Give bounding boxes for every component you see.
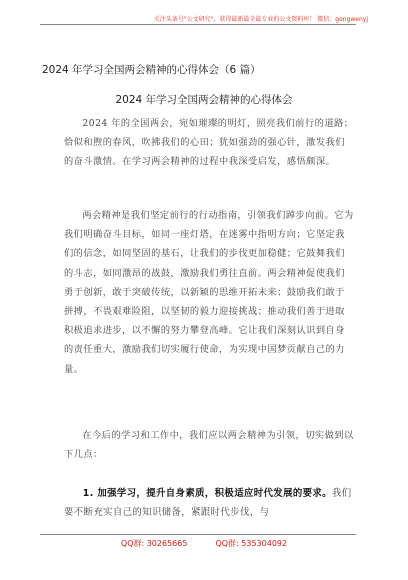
- point-1: [64, 484, 354, 522]
- footer-contacts: [0, 538, 408, 549]
- paragraph-1: 2024 年的全国两会，宛如璀璨的明灯，照亮我们前行的道路；恰似和煦的春风，吹拂我们的心田；犹如强劲的强心针，激发我们的奋斗激情。在学习两会精神的过程中我深受启发，感悟颇深。: [64, 118, 354, 168]
- footer-qq-group-2: QQ群: 535304092: [215, 539, 288, 548]
- footer-qq-group-1: QQ群: 30265665: [120, 539, 188, 548]
- document-title: 2024 年学习全国两会精神的心得体会（6 篇）: [42, 64, 261, 76]
- header-banner: 关注头条号"公文研究"，获得最新最全最专业的公文资料库！ 微信：gongwenyj: [153, 16, 368, 23]
- header-divider: [40, 24, 356, 25]
- paragraph-3: 在今后的学习和工作中，我们应以两会精神为引领，切实做到以下几点：: [64, 430, 354, 461]
- point-1-body: 我们要不断充实自己的知识储备，紧跟时代步伐，与: [64, 488, 352, 519]
- point-1-heading: 1. 加强学习，提升自身素质，积极适应时代发展的要求。: [82, 488, 332, 499]
- section-title: 2024 年学习全国两会精神的心得体会: [115, 94, 293, 106]
- footer-divider: [40, 534, 356, 535]
- paragraph-2: 两会精神是我们坚定前行的行动指南，引领我们踔步向前。它为我们明确奋斗目标，如同一座灯塔，在迷雾中指明方向；它坚定我们的信念，如同坚固的基石，让我们的步伐更加稳健；它鼓舞我们的斗志，如同激昂的战鼓，激励我们勇往直前。两会精神促使我们勇于创新，敢于突破传统，以新颖的思维开拓未来；鼓励我们敢于拼搏，不畏艰难险阻，以坚韧的毅力迎接挑战；推动我们善于进取积极追求进步，以不懈的努力攀登高峰。它让我们深刻认识到自身的责任重大，激励我们切实履行使命，为实现中国梦贡献自己的力量。: [64, 210, 354, 375]
